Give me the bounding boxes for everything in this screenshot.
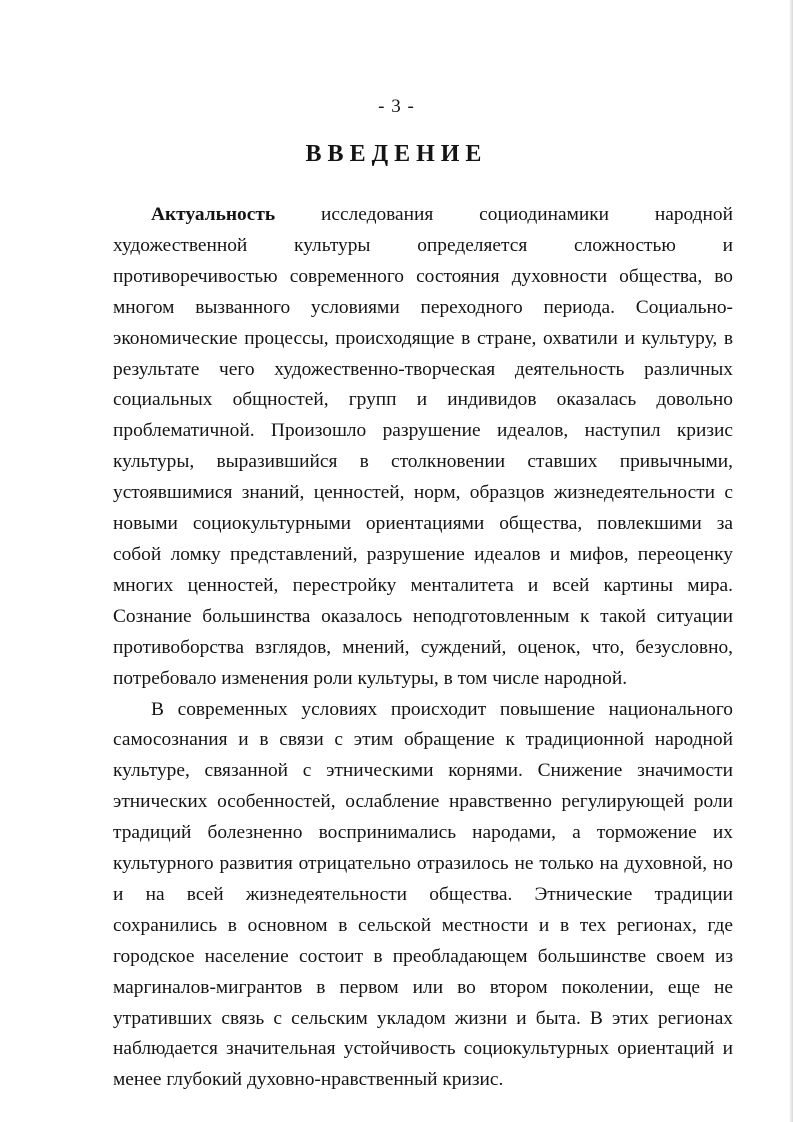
page-number: - 3 -: [378, 96, 415, 117]
paragraph-text: исследования социодинамики народной художественной культуры определяется сложностью и противоречивостью современного состояния духовности общества, во многом вызванного условиями переходного периода. Социально-экономические процессы, происходящие в стране, охватили и культуру, в результате чего художественно-творческая деятельность различных социальных общностей, групп и индивидов оказалась довольно проблематичной. Произошло разрушение идеалов, наступил кризис культуры, выразившийся в столкновении ставших привычными, устоявшимися знаний, ценностей, норм, образцов жизнедеятельности с новыми социокультурными ориентациями общества, повлекшими за собой ломку представлений, разрушение идеалов и мифов, переоценку многих ценностей, перестройку менталитета и всей картины мира. Сознание большинства оказалось неподготовленным к такой ситуации противоборства взглядов, мнений, суждений, оценок, что, безусловно, потребовало изменения роли культуры, в том числе народной.: [113, 204, 733, 689]
paragraph-relevance: [113, 200, 733, 695]
lead-term-relevance: Актуальность: [151, 204, 276, 225]
paragraph-text: В современных условиях происходит повышение национального самосознания и в связи с этим обращение к традиционной народной культуре, связанной с этническими корнями. Снижение значимости этнических особенностей, ослабление нравственно регулирующей роли традиций болезненно воспринимались народами, а торможение их культурного развития отрицательно отразилось не только на духовной, но и на всей жизнедеятельности общества. Этнические традиции сохранились в основном в сельской местности и в тех регионах, где городское население состоит в преобладающем большинстве своем из маргиналов-мигрантов в первом или во втором поколении, еще не утративших связь с сельским укладом жизни и быта. В этих регионах наблюдается значительная устойчивость социокультурных ориентаций и менее глубокий духовно-нравственный кризис.: [113, 698, 733, 1091]
scan-edge: [789, 0, 793, 1122]
page-title: ВВЕДЕНИЕ: [305, 141, 488, 167]
paragraph-modern-conditions: [113, 695, 733, 1097]
body-text: [113, 200, 733, 1096]
